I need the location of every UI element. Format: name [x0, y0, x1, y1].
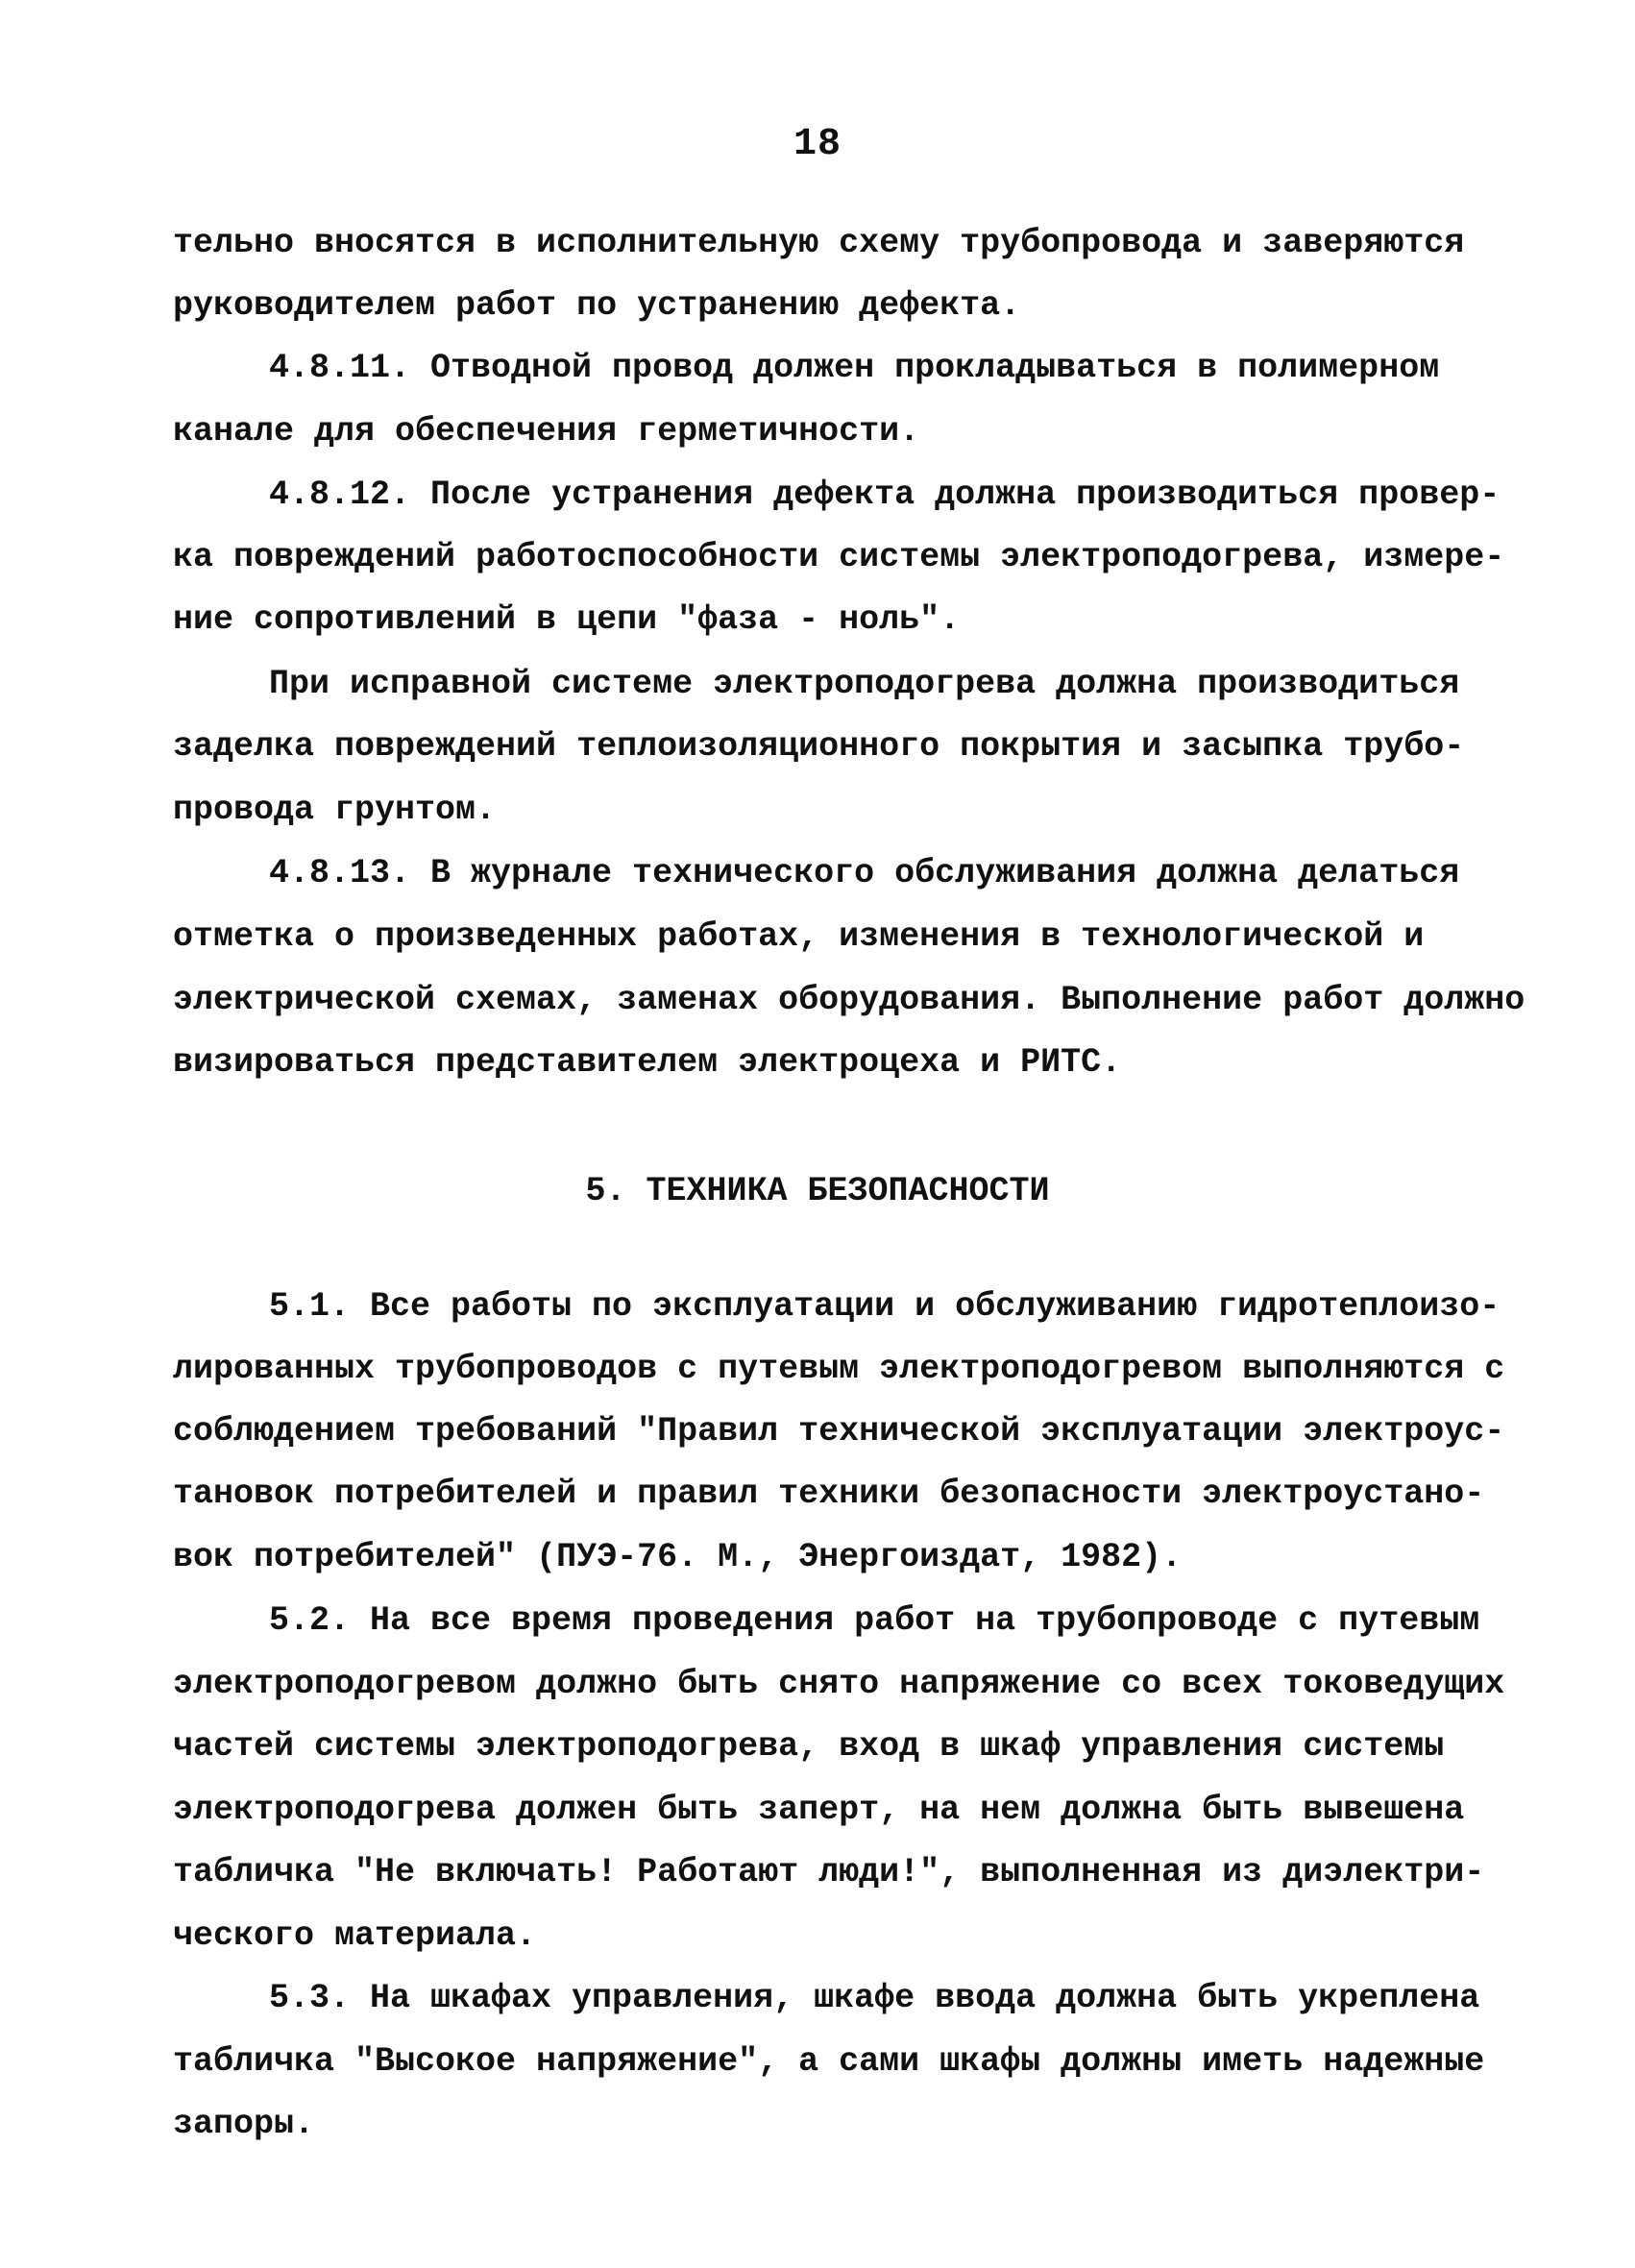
text-line: тельно вносятся в исполнительную схему трубопровода и заверяются — [173, 224, 1465, 262]
text-line: канале для обеспечения герметичности. — [173, 412, 920, 451]
section-heading: 5. ТЕХНИКА БЕЗОПАСНОСТИ — [585, 1172, 1050, 1210]
text-line: вок потребителей" (ПУЭ-76. М., Энергоиздат, 1982). — [173, 1538, 1183, 1576]
text-line: тановок потребителей и правил техники безопасности электроустано- — [173, 1475, 1485, 1513]
text-line: лированных трубопроводов с путевым электроподогревом выполняются с — [173, 1350, 1505, 1388]
text-line: ческого материала. — [173, 1916, 537, 1955]
text-line: 5.1. Все работы по эксплуатации и обслуживанию гидротеплоизо- — [269, 1287, 1501, 1326]
text-line: ка повреждений работоспособности системы электроподогрева, измере- — [173, 538, 1505, 576]
text-line: электроподогревом должно быть снято напряжение со всех токоведущих — [173, 1665, 1505, 1703]
text-line: соблюдением требований "Правил технической эксплуатации электроус- — [173, 1412, 1505, 1451]
text-line: табличка "Высокое напряжение", а сами шкафы должны иметь надежные — [173, 2042, 1485, 2081]
text-line: провода грунтом. — [173, 791, 497, 829]
text-line: 5.3. На шкафах управления, шкафе ввода должна быть укреплена — [269, 1979, 1480, 2017]
text-line: запоры. — [173, 2105, 315, 2143]
text-line: электроподогрева должен быть заперт, на нем должна быть вывешена — [173, 1791, 1465, 1829]
text-line: визироваться представителем электроцеха и РИТС. — [173, 1043, 1122, 1082]
text-line: 4.8.13. В журнале технического обслуживания должна делаться — [269, 854, 1460, 892]
text-line: ние сопротивлений в цепи "фаза - ноль". — [173, 600, 961, 639]
text-line: заделка повреждений теплоизоляционного покрытия и засыпка трубо- — [173, 727, 1465, 766]
text-line: 4.8.11. Отводной провод должен прокладываться в полимерном — [269, 349, 1440, 387]
text-line: 5.2. На все время проведения работ на трубопроводе с путевым — [269, 1601, 1480, 1640]
text-line: При исправной системе электроподогрева должна производиться — [269, 665, 1460, 703]
text-line: электрической схемах, заменах оборудования. Выполнение работ должно — [173, 981, 1525, 1019]
text-line: частей системы электроподогрева, вход в шкаф управления системы — [173, 1727, 1445, 1766]
text-line: 4.8.12. После устранения дефекта должна производиться провер- — [269, 476, 1501, 514]
text-line: табличка "Не включать! Работают люди!", выполненная из диэлектри- — [173, 1853, 1485, 1891]
text-line: отметка о произведенных работах, изменения в технологической и — [173, 917, 1425, 956]
text-line: руководителем работ по устранению дефекта. — [173, 286, 1021, 325]
page-number: 18 — [793, 123, 842, 166]
